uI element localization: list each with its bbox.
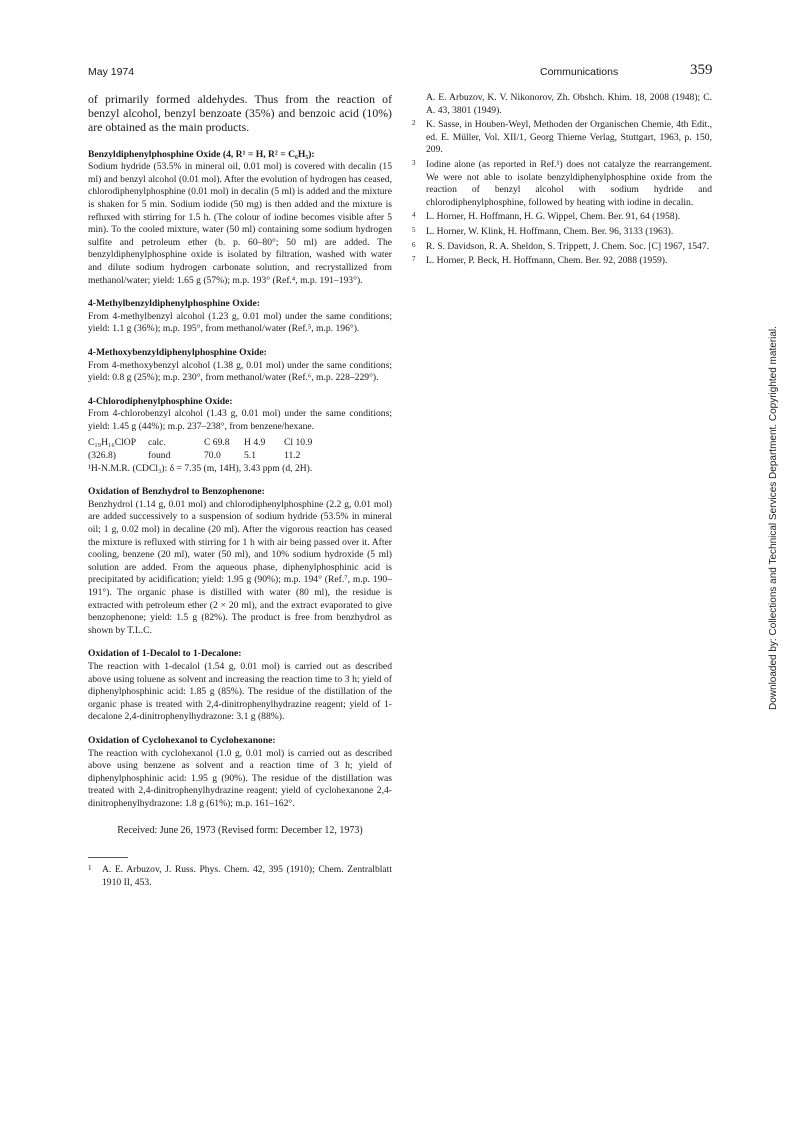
reference-number: 3 [412,158,416,167]
analysis-row-calc [88,437,392,450]
analysis-c: C 69.8 [204,437,230,449]
download-watermark: Downloaded by: Collections and Technical Services Department. Copyrighted material. [768,326,779,710]
footnote-divider [88,857,128,858]
analysis-label: calc. [148,437,166,449]
analysis-row-found [88,450,392,463]
running-header-date: May 1974 [88,66,135,78]
analysis-cl: 11.2 [284,450,301,462]
section-heading: Oxidation of 1-Decalol to 1-Decalone: [88,648,242,660]
section-heading: 4-Methoxybenzyldiphenylphosphine Oxide: [88,346,267,358]
intro-paragraph: of primarily formed aldehydes. Thus from the reaction of benzyl alcohol, benzyl benzoate (35%) and benzoic acid (10%) are obtained as the main products. [88,92,392,135]
section-benzyl [88,149,392,288]
section-methylbenzyl [88,298,392,336]
reference-number: 6 [412,240,416,249]
page-number: 359 [690,62,713,78]
nmr-data: ¹H-N.M.R. (CDCl₃): δ = 7.35 (m, 14H), 3.43 ppm (d, 2H). [88,462,313,474]
section-body: Benzhydrol (1.14 g, 0.01 mol) and chlorodiphenylphosphine (2.2 g, 0.01 mol) are added successively to a suspension of sodium hydride (53.5% in mineral oil; 1 g, 0.02 mol) in decaline (20 ml). After the vigorous reaction has ceased the mixture is refluxed with stirring for 1 h with air being passed over it. After cooling, benzene (20 ml), water (50 ml), and 10% sodium hydroxide (5 ml) solution are added. From the aqueous phase, diphenylphosphinic acid is precipitated by acidification; yield: 1.95 g (90%); m.p. 194° (Ref.⁷, m.p. 190–191°). The organic phase is distilled with water (80 ml), the residue is extracted with petroleum ether (2 × 20 ml), and the extract evaporated to give benzophenone; yield: 1.5 g (82%). The product is free from benzhydrol as shown by T.L.C. [88,498,392,636]
reference-list [412,92,712,268]
section-body: From 4-chlorobenzyl alcohol (1.43 g, 0.01 mol) under the same conditions; yield: 1.45 g (44%); m.p. 237–238°, from benzene/hexane. [88,408,392,432]
reference-item [412,255,712,268]
section-heading: Benzyldiphenylphosphine Oxide (4, R¹ = H, R² = C₆H₅): [88,148,315,160]
section-cyclohexanol [88,735,392,811]
section-body: Sodium hydride (53.5% in mineral oil, 0.01 mol) is covered with decalin (15 ml) and benzyl alcohol (0.01 mol). After the evolution of hydrogen has ceased, chlorodiphenylphosphine (0.01 mol) in decalin (5 ml) is added and the mixture is shaken for 5 min. Sodium iodide (50 mg) is then added and the mixture is refluxed with stirring for 1.5 h. (The colour of iodine becomes visible after 5 min). To the cooled mixture, water (50 ml) containing some sodium hydrogen sulfite and petroleum ether (b. p. 60–80°; 50 ml) are added. The benzyldiphenylphosphine oxide is isolated by filtration, washed with water and dilute sodium hydrogen carbonate solution, and recrystallized from methanol/water; yield: 1.65 g (57%); m.p. 193° (Ref.⁴, m.p. 191–193°). [88,161,392,286]
reference-item [412,211,712,224]
reference-number: 4 [412,211,416,220]
reference-text: L. Horner, P. Beck, H. Hoffmann, Chem. Ber. 92, 2088 (1959). [426,255,668,267]
analysis-cl: Cl 10.9 [284,437,313,449]
section-body: From 4-methoxybenzyl alcohol (1.38 g, 0.01 mol) under the same conditions; yield: 0.8 g (25%); m.p. 230°, from methanol/water (Ref.⁶, m.p. 228–229°). [88,359,392,384]
section-heading: Oxidation of Benzhydrol to Benzophenone: [88,486,265,498]
reference-number: 7 [412,255,416,264]
reference-number: 2 [412,119,416,128]
section-benzhydrol [88,486,392,637]
footnote-item [88,864,392,889]
section-heading: 4-Chlorodiphenylphosphine Oxide: [88,395,233,407]
section-chlorodiphenyl [88,396,392,476]
footnote-text: A. E. Arbuzov, J. Russ. Phys. Chem. 42, 395 (1910); Chem. Zentralblatt 1910 II, 453. [102,864,392,888]
footnote-number: 1 [88,864,92,873]
section-body: From 4-methylbenzyl alcohol (1.23 g, 0.01 mol) under the same conditions; yield: 1.1 g (36%); m.p. 195°, from methanol/water (Ref.⁵, m.p. 196°). [88,310,392,335]
section-body: The reaction with 1-decalol (1.54 g, 0.01 mol) is carried out as described above using toluene as solvent and increasing the reaction time to 3 h; yield of diphenylphosphinic acid: 1.85 g (85%). The residue of the distillation of the organic phase is treated with 2,4-dinitrophenylhydrazine reagent; yield of 1-decalone 2,4-dinitrophenylhydrazone: 3.1 g (88%). [88,660,392,723]
section-heading: Oxidation of Cyclohexanol to Cyclohexanone: [88,734,276,746]
received-date: Received: June 26, 1973 (Revised form: December 12, 1973) [117,824,363,836]
reference-text: R. S. Davidson, R. A. Sheldon, S. Trippett, J. Chem. Soc. [C] 1967, 1547. [426,240,710,252]
left-column [88,92,392,891]
reference-text: L. Horner, W. Klink, H. Hoffmann, Chem. Ber. 96, 3133 (1963). [426,225,674,237]
reference-item [412,226,712,239]
section-heading: 4-Methylbenzyldiphenylphosphine Oxide: [88,298,260,310]
analysis-formula: C₁₉H₁₆ClOP [88,437,137,449]
reference-item [412,159,712,209]
analysis-mw: (326.8) [88,450,116,462]
footnote [88,864,392,889]
reference-item [412,92,712,117]
reference-number: 5 [412,225,416,234]
reference-item [412,241,712,254]
section-methoxybenzyl [88,347,392,385]
elemental-analysis [88,437,392,475]
reference-item [412,119,712,157]
reference-text: A. E. Arbuzov, K. V. Nikonorov, Zh. Obshch. Khim. 18, 2008 (1948); C. A. 43, 3801 (1949). [426,92,712,116]
analysis-label: found [148,450,171,462]
section-decalol [88,648,392,724]
analysis-h: H 4.9 [244,437,266,449]
analysis-h: 5.1 [244,450,256,462]
running-header-section: Communications [540,66,619,78]
section-body: The reaction with cyclohexanol (1.0 g, 0.01 mol) is carried out as described above using benzene as solvent and a reaction time of 3 h; yield of diphenylphosphinic acid: 1.95 g (90%). The residue of the distillation was treated with 2,4-dinitrophenylhydrazine reagent; yield of cyclohexanone 2,4-dinitrophenylhydrazone: 1.8 g (61%); m.p. 161–162°. [88,747,392,809]
right-column [412,92,712,270]
reference-text: L. Horner, H. Hoffmann, H. G. Wippel, Chem. Ber. 91, 64 (1958). [426,211,681,223]
reference-text: K. Sasse, in Houben-Weyl, Methoden der Organischen Chemie, 4th Edit., ed. E. Müller, Vol. XII/1, Georg Thieme Verlag, Stuttgart, 1963, p. 150, 209. [426,119,712,156]
analysis-c: 70.0 [204,450,221,462]
reference-text: Iodine alone (as reported in Ref.¹) does not catalyze the rearrangement. We were not able to isolate benzyldiphenylphosphine oxide from the reaction of benzyl alcohol with sodium hydride and chlorodiphenylphosphine, followed by heating with iodine in decalin. [426,158,712,208]
